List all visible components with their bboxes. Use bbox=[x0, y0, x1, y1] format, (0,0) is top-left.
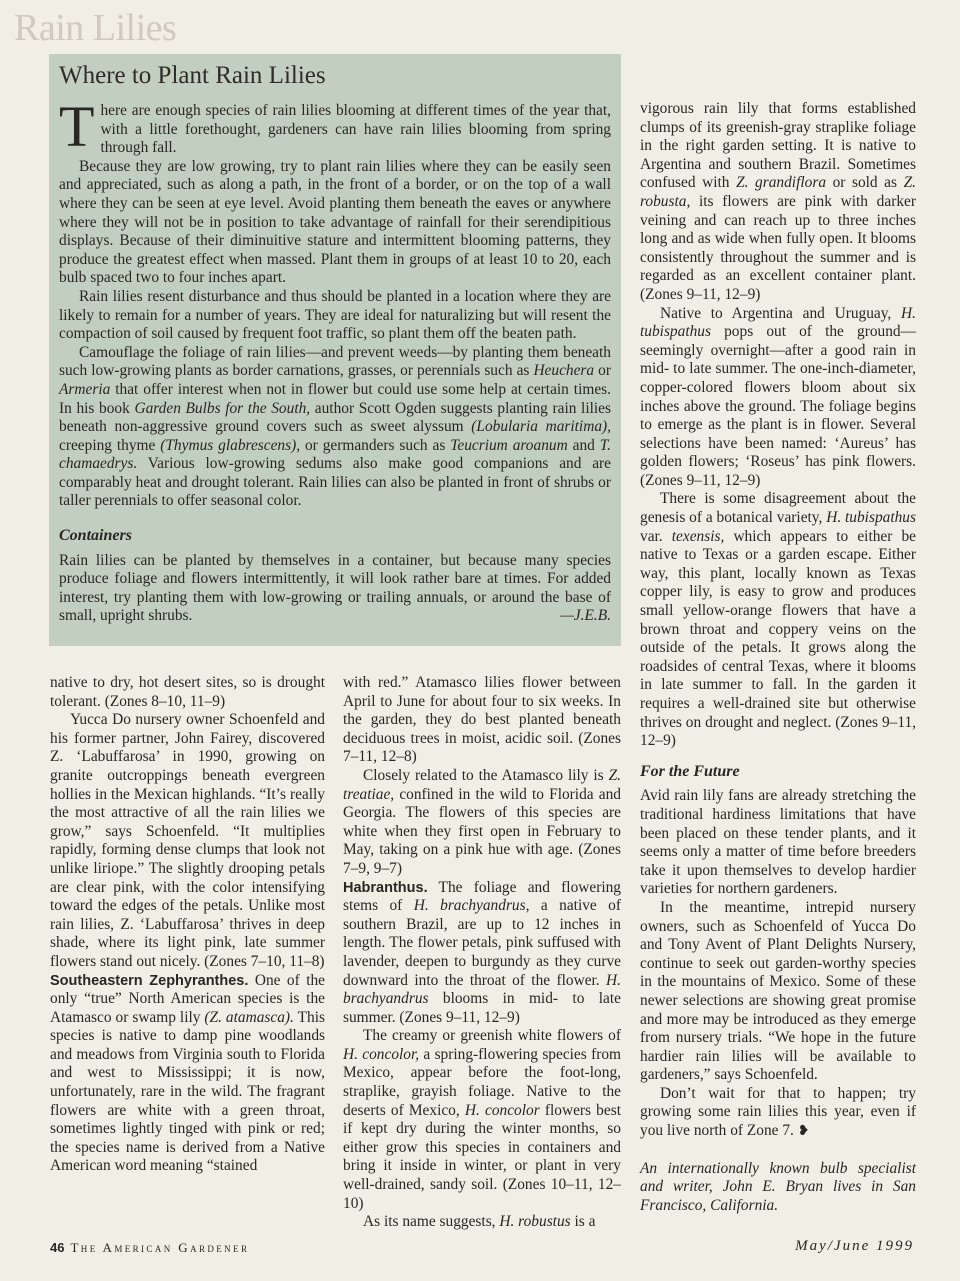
author-bio: An internationally known bulb specialist and writer, John E. Bryan lives in San Francisco, California. bbox=[640, 1159, 916, 1214]
body-paragraph: Habranthus. The foliage and flowering stems of H. brachyandrus, a native of southern Brazil, are up to 12 inches in length. The flower petals, pink suffused with lavender, deepen to burgundy as they curve downward into the throat of the flower. H. brachyandrus blooms in mid- to late summer. (Zones 9–11, 12–9) bbox=[343, 878, 621, 1026]
page-number: 46 bbox=[50, 1240, 65, 1255]
containers-paragraph: Rain lilies can be planted by themselves in a container, but because many species produce foliage and flowers intermittently, it will look rather bare at times. For added interest, try planting them with low-growing or trailing annuals, or around the base of small, upright shrubs. —J.E.B. bbox=[59, 551, 611, 625]
body-paragraph: As its name suggests, H. robustus is a bbox=[363, 1213, 596, 1231]
sidebar-body bbox=[59, 94, 612, 626]
sidebar-paragraph: Because they are low growing, try to plant rain lilies where they can be easily seen and appreciated, such as along a path, in the front of a border, or on the top of a wall where they can be seen at eye level. Avoid planting them beneath the eaves or anywhere where they will not be in position to take advantage of rainfall for their serendipitious displays. Because of their diminuitive stature and intermittent blooming patterns, they produce the greatest effect when massed. Plant them in groups of at least 10 to 20, each bulb spaced two to four inches apart. bbox=[59, 157, 611, 287]
body-paragraph: The creamy or greenish white flowers of H. concolor, a spring-flowering species from Mexico, appear before the foot-long, straplike, grayish foliage. Native to the deserts of Mexico, H. concolor flowers best if kept dry during the winter months, so either grow this species in containers and bring it inside in winter, or plant in very well-drained, sandy soil. (Zones 10–11, 12–10) bbox=[343, 1027, 621, 1212]
sidebar-paragraph: Camouflage the foliage of rain lilies—and prevent weeds—by planting them beneath such low-growing plants as border carnations, grasses, or perennials such as Heuchera or Armeria that offer interest when not in flower but could use some help at certain times. In his book Garden Bulbs for the South, author Scott Ogden suggests planting rain lilies beneath non-aggressive ground covers such as sweet alyssum (Lobularia maritima), creeping thyme (Thymus glabrescens), or germanders such as Teucrium aroanum and T. chamaedrys. Various low-growing sedums also make good companions and are comparably heat and drought tolerant. Rain lilies can also be planted in front of shrubs or taller perennials to offer seasonal color. bbox=[59, 343, 612, 510]
containers-heading: Containers bbox=[59, 527, 132, 545]
sidebar-box bbox=[49, 54, 621, 646]
body-paragraph: Native to Argentina and Uruguay, H. tubispathus pops out of the ground—seemingly overnight—after a good rain in mid- to late summer. The one-inch-diameter, copper-colored flowers bloom about six inches above the ground. The foliage begins to emerge as the plant is in flower. Several selections have been named: ‘Aureus’ has golden flowers; ‘Roseus’ has pink flowers. (Zones 9–11, 12–9) bbox=[640, 304, 916, 489]
body-paragraph: There is some disagreement about the genesis of a botanical variety, H. tubispathus var. texensis, which appears to either be native to Texas or a garden escape. Either way, this plant, locally known as Texas copper lily, is easy to grow and produces small yellow-orange flowers that have a brown throat and coppery veins on the outside of the petals. It grows along the roadsides of central Texas, where it blooms in late summer to fall. In the garden it requires a well-drained site but otherwise thrives on drought and neglect. (Zones 9–11, 12–9) bbox=[640, 490, 917, 750]
body-paragraph: with red.” Atamasco lilies flower between April to June for about four to six weeks. In the garden, they do best planted beneath deciduous trees in moist, acidic soil. (Zones 7–11, 12–8) bbox=[343, 674, 621, 766]
end-mark-icon: ❥ bbox=[797, 1124, 810, 1140]
column-2 bbox=[343, 674, 621, 1232]
body-paragraph: Closely related to the Atamasco lily is Z. treatiae, confined in the wild to Florida and Georgia. The flowers of this species are white when they first open in February to May, taking on a pink hue with age. (Zones 7–9, 9–7) bbox=[343, 766, 621, 877]
sidebar-paragraph: There are enough species of rain lilies blooming at different times of the year that, with a little forethought, gardeners can have rain lilies blooming from spring through fall. bbox=[59, 94, 611, 159]
body-paragraph: native to dry, hot desert sites, so is drought tolerant. (Zones 8–10, 11–9) bbox=[50, 674, 325, 710]
body-paragraph: Southeastern Zephyranthes. One of the only “true” North American species is the Atamasco or swamp lily (Z. atamasca). This species is native to damp pine woodlands and meadows from Virginia south to Florida and west to Mississippi; it is now, unfortunately, rare in the wild. The fragrant flowers are white with a green throat, sometimes lightly tinged with pink or red; the species name is derived from a Native American word meaning “stained bbox=[50, 971, 325, 1175]
body-paragraph: Yucca Do nursery owner Schoenfeld and his former partner, John Fairey, discovered Z. ‘Labuffarosa’ in 1990, growing on granite outcroppings beneath evergreen hollies in the Mexican highlands. “It’s really the most attractive of all the rain lilies we grow,” says Schoenfeld. “It multiplies rapidly, forming dense clumps that look not unlike liriope.” The slightly drooping petals are clear pink, with the color intensifying toward the edges of the petals. Unlike most rain lilies, Z. ‘Labuffarosa’ thrives in deep shade, where its light pink, late summer flowers stand out nicely. (Zones 7–10, 11–8) bbox=[50, 711, 325, 970]
magazine-name: The American Gardener bbox=[70, 1240, 250, 1255]
footer-folio bbox=[50, 1240, 249, 1256]
body-paragraph: Don’t wait for that to happen; try growing some rain lilies this year, even if you live north of Zone 7. ❥ bbox=[640, 1084, 916, 1140]
run-in-heading: Habranthus. bbox=[343, 879, 428, 896]
column-1 bbox=[50, 674, 325, 1176]
drop-cap: T bbox=[59, 94, 95, 159]
column-3 bbox=[640, 100, 916, 1215]
running-head: Rain Lilies bbox=[14, 7, 177, 49]
body-paragraph: Avid rain lily fans are already stretching the traditional hardiness limitations that have been placed on these tender plants, and it seems only a matter of time before breeders take it upon themselves to develop hardier varieties for northern gardeners. bbox=[640, 787, 916, 898]
sidebar-signoff: —J.E.B. bbox=[560, 607, 611, 625]
sidebar-title: Where to Plant Rain Lilies bbox=[59, 62, 326, 89]
future-heading: For the Future bbox=[640, 762, 740, 780]
run-in-heading: Southeastern Zephyranthes. bbox=[50, 972, 249, 989]
body-paragraph: vigorous rain lily that forms established clumps of its greenish-gray straplike foliage in the right garden setting. It is native to Argentina and southern Brazil. Sometimes confused with Z. grandiflora or sold as Z. robusta, its flowers are pink with darker veining and can reach up to three inches long and as wide when fully open. It blooms consistently throughout the summer and is regarded as an excellent container plant. (Zones 9–11, 12–9) bbox=[640, 100, 916, 303]
issue-date: May/June 1999 bbox=[795, 1238, 914, 1254]
body-paragraph: In the meantime, intrepid nursery owners, such as Schoenfeld of Yucca Do and Tony Avent of Plant Delights Nursery, continue to seek out garden-worthy species in the mountains of Mexico. Some of these newer selections are showing great promise and more may be introduced as they emerge from nursery trials. “We hope in the future hardier rain lilies will be available to gardeners,” says Schoenfeld. bbox=[640, 898, 916, 1084]
sidebar-paragraph: Rain lilies resent disturbance and thus should be planted in a location where they are likely to remain for a number of years. They are ideal for naturalizing but will resent the compaction of soil caused by frequent foot traffic, so plant them off the beaten path. bbox=[59, 287, 611, 343]
